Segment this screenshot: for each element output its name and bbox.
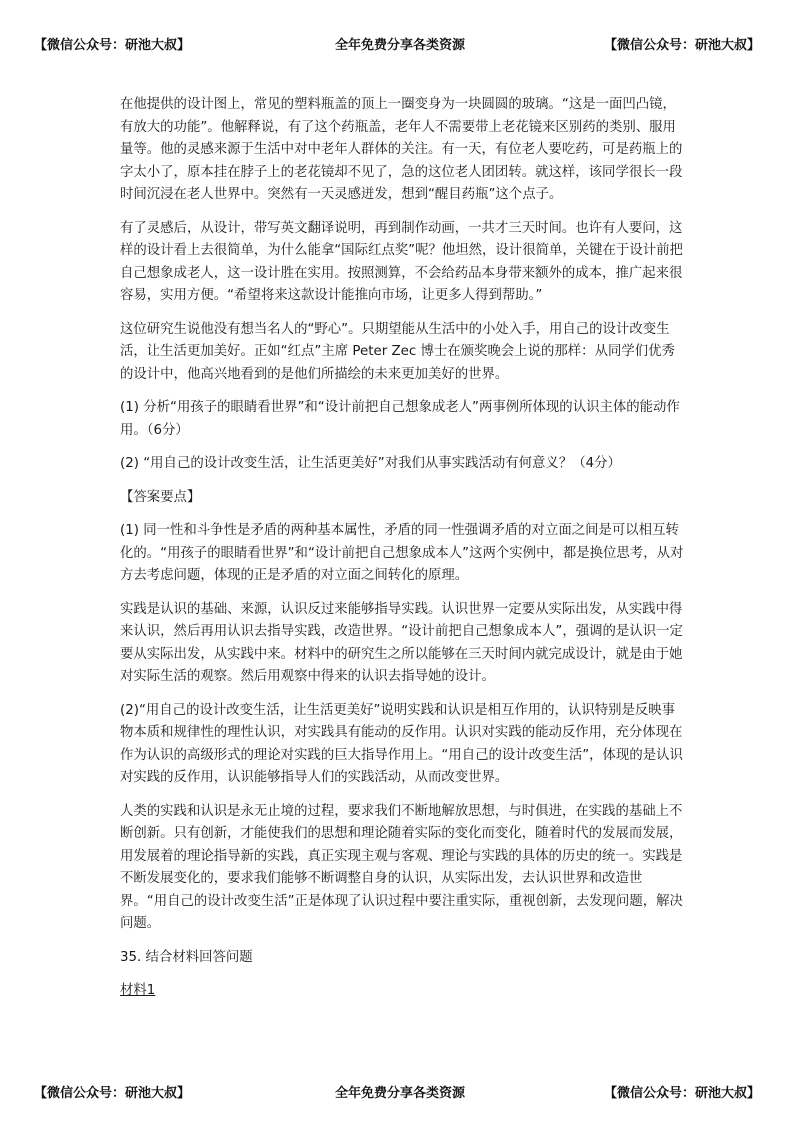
header-center-text: 全年免费分享各类资源 bbox=[334, 38, 465, 53]
paragraph-design-description: 在他提供的设计图上，常见的塑料瓶盖的顶上一圈变身为一块圆圆的玻璃。“这是一面凹凸镜，有放大的功能”。他解释说，有了这个药瓶盖，老年人不需要带上老花镜来区别药的类别、服用量等。他的灵感来源于生活中对中老年人群体的关注。有一天，有位老人要吃药，可是药瓶上的字太小了，原本挂在脖子上的老花镜却不见了，急的这位老人团团转。就这样，该同学很长一段时间沉浸在老人世界中。突然有一天灵感迸发，想到“醒目药瓶”这个点子。 bbox=[120, 97, 683, 202]
document-body bbox=[120, 94, 686, 1014]
answer-1-paragraph-2: 实践是认识的基础、来源，认识反过来能够指导实践。认识世界一定要从实际出发，从实践中得来认识，然后再用认识去指导实践，改造世界。“设计前把自己想象成本人”，强调的是认识一定要从实际出发，从实践中来。材料中的研究生之所以能够在三天时间内就完成设计，就是由于她对实际生活的观察。然后用观察中得来的认识去指导她的设计。 bbox=[120, 601, 683, 684]
header-left-text: 【微信公众号：研池大叔】 bbox=[34, 38, 191, 53]
header-right-text: 【微信公众号：研池大叔】 bbox=[603, 38, 760, 53]
footer-right-text: 【微信公众号：研池大叔】 bbox=[603, 1086, 760, 1101]
paragraph-researcher: 这位研究生说他没有想当名人的“野心”。只期望能从生活中的小处入手，用自己的设计改变生活，让生活更加美好。正如“红点”主席 Peter Zec 博士在颁奖晚会上说的那样：从同学们优秀的设计中，他高兴地看到的是他们所描绘的未来更加美好的世界。 bbox=[120, 321, 675, 382]
answer-heading: 【答案要点】 bbox=[120, 489, 201, 505]
paragraph-inspiration: 有了灵感后，从设计，带写英文翻译说明，再到制作动画，一共才三天时间。也许有人要问，这样的设计看上去很简单，为什么能拿“国际红点奖”呢？他坦然，设计很简单，关键在于设计前把自己想象成老人，这一设计胜在实用。按照测算，不会给药品本身带来额外的成本，推广起来很容易，实用方便。“希望将来这款设计能推向市场，让更多人得到帮助。” bbox=[120, 220, 683, 303]
footer-left-text: 【微信公众号：研池大叔】 bbox=[34, 1086, 191, 1101]
material-1-label: 材料1 bbox=[120, 983, 156, 998]
question-2: (2) “用自己的设计改变生活，让生活更美好”对我们从事实践活动有何意义？（4分） bbox=[120, 456, 621, 471]
question-35-heading: 35. 结合材料回答问题 bbox=[120, 949, 253, 965]
question-1: (1) 分析“用孩子的眼睛看世界”和“设计前把自己想象成老人”两事例所体现的认识主体的能动作用。（6分） bbox=[120, 400, 680, 438]
answer-1-paragraph-1: (1) 同一性和斗争性是矛盾的两种基本属性，矛盾的同一性强调矛盾的对立面之间是可以相互转化的。“用孩子的眼睛看世界”和“设计前把自己想象成本人”这两个实例中，都是换位思考，从对方去考虑问题，体现的正是矛盾的对立面之间转化的原理。 bbox=[120, 523, 684, 583]
page-footer bbox=[0, 1082, 800, 1102]
answer-2-paragraph-2: 人类的实践和认识是永无止境的过程，要求我们不断地解放思想，与时俱进，在实践的基础上不断创新。只有创新，才能使我们的思想和理论随着实际的变化而变化，随着时代的发展而发展，用发展着的理论指导新的实践，真正实现主观与客观、理论与实践的具体的历史的统一。实践是不断发展变化的，要求我们能够不断调整自身的认识，从实际出发，去认识世界和改造世界。“用自己的设计改变生活”正是体现了认识过程中要注重实际，重视创新，去发现问题，解决问题。 bbox=[120, 803, 683, 931]
answer-2-paragraph-1: (2)“用自己的设计改变生活，让生活更美好”说明实践和认识是相互作用的，认识特别是反映事物本质和规律性的理性认识，对实践具有能动的反作用。认识对实践的能动反作用，充分体现在作为认识的高级形式的理论对实践的巨大指导作用上。“用自己的设计改变生活”，体现的是认识对实践的反作用，认识能够指导人们的实践活动，从而改变世界。 bbox=[120, 702, 683, 785]
page-header bbox=[0, 34, 800, 54]
footer-center-text: 全年免费分享各类资源 bbox=[334, 1086, 465, 1101]
